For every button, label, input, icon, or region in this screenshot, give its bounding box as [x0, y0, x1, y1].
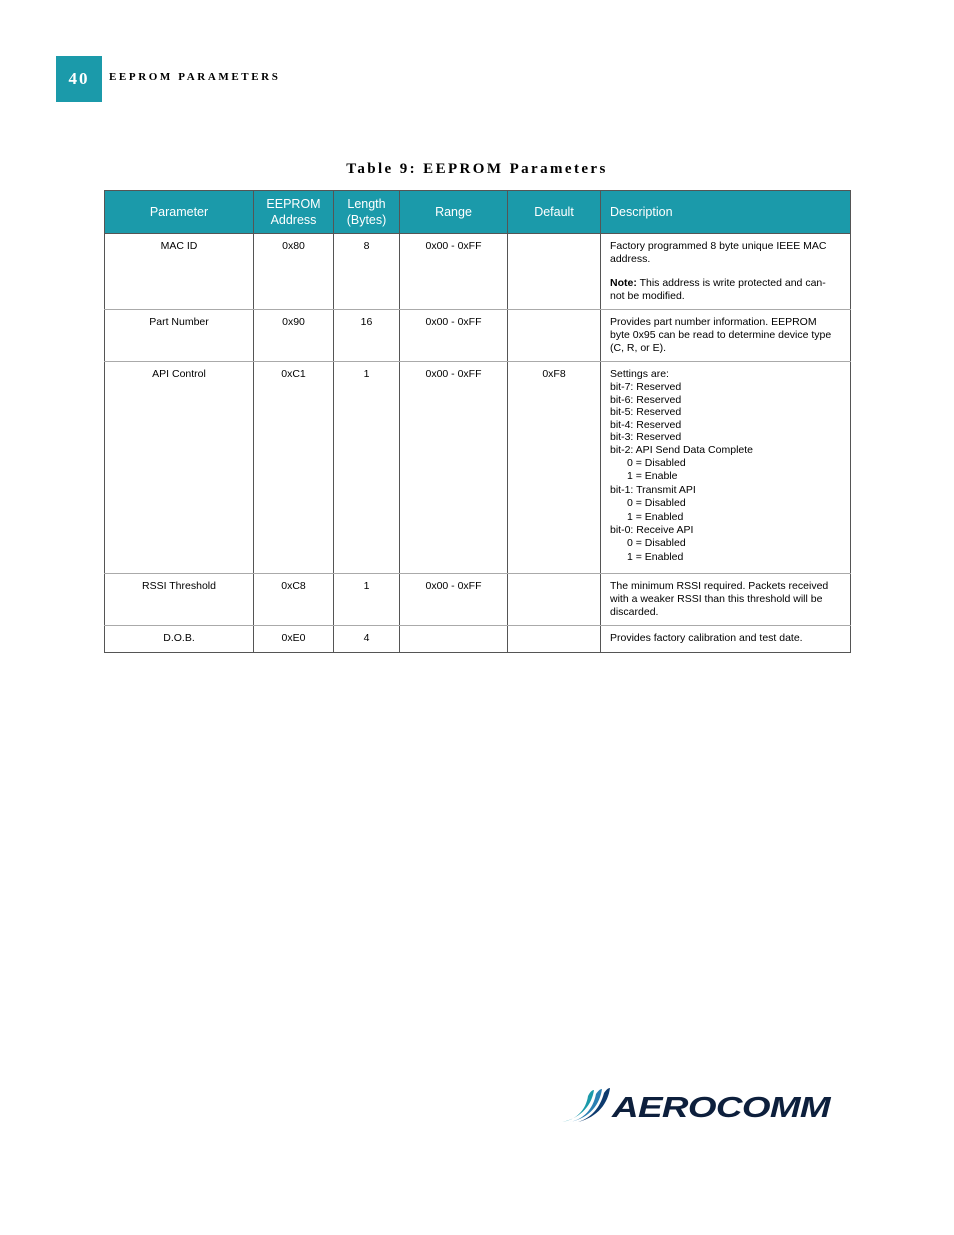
table-row [105, 310, 851, 362]
table-row [105, 626, 851, 653]
cell-length: 8 [334, 234, 400, 310]
cell-parameter: Part Number [105, 310, 254, 362]
cell-address: 0x90 [254, 310, 334, 362]
cell-description: Provides part number information. EEPROM byte 0x95 can be read to determine device type (C, R, or E). [601, 310, 851, 362]
table-row [105, 234, 851, 310]
cell-range [400, 626, 508, 653]
cell-range: 0x00 - 0xFF [400, 234, 508, 310]
aerocomm-swoosh-icon [562, 1088, 610, 1122]
cell-default [508, 234, 601, 310]
cell-parameter: RSSI Threshold [105, 574, 254, 626]
table-row [105, 362, 851, 574]
section-title: EEPROM PARAMETERS [109, 71, 281, 83]
cell-default: 0xF8 [508, 362, 601, 574]
cell-length: 16 [334, 310, 400, 362]
cell-range: 0x00 - 0xFF [400, 362, 508, 574]
cell-address: 0xC1 [254, 362, 334, 574]
table-header-row [105, 191, 851, 234]
eeprom-parameters-table [104, 190, 851, 653]
cell-default [508, 574, 601, 626]
column-header-description: Description [601, 191, 851, 234]
cell-address: 0x80 [254, 234, 334, 310]
cell-parameter: API Control [105, 362, 254, 574]
column-header-address: EEPROM Address [254, 191, 334, 234]
cell-address: 0xE0 [254, 626, 334, 653]
cell-range: 0x00 - 0xFF [400, 310, 508, 362]
column-header-length: Length (Bytes) [334, 191, 400, 234]
table-caption: Table 9: EEPROM Parameters [346, 161, 608, 177]
cell-address: 0xC8 [254, 574, 334, 626]
cell-length: 1 [334, 362, 400, 574]
note-label: Note: [610, 277, 637, 290]
cell-description: Factory programmed 8 byte unique IEEE MAC address. Note: This address is write protected and can- not be modified. [601, 234, 851, 310]
cell-description: Provides factory calibration and test date. [601, 626, 851, 653]
aerocomm-logo [560, 1082, 832, 1126]
cell-parameter: MAC ID [105, 234, 254, 310]
cell-default [508, 310, 601, 362]
cell-description: Settings are: bit-7: Reserved bit-6: Reserved bit-5: Reserved bit-4: Reserved bit-3: Reserved bit-2: API Send Data Complete 0 = Disabled 1 = Enable bit-1: Transmit API 0 = Disabled 1 = Enabled bit-0: Receive API 0 = Disabled 1 = Enabled [601, 362, 851, 574]
page-number-badge: 40 [56, 56, 102, 102]
cell-parameter: D.O.B. [105, 626, 254, 653]
cell-length: 4 [334, 626, 400, 653]
column-header-parameter: Parameter [105, 191, 254, 234]
column-header-range: Range [400, 191, 508, 234]
table-row [105, 574, 851, 626]
cell-default [508, 626, 601, 653]
cell-length: 1 [334, 574, 400, 626]
column-header-default: Default [508, 191, 601, 234]
svg-text:AEROCOMM: AEROCOMM [610, 1092, 832, 1124]
cell-description: The minimum RSSI required. Packets received with a weaker RSSI than this threshold will be discarded. [601, 574, 851, 626]
cell-range: 0x00 - 0xFF [400, 574, 508, 626]
